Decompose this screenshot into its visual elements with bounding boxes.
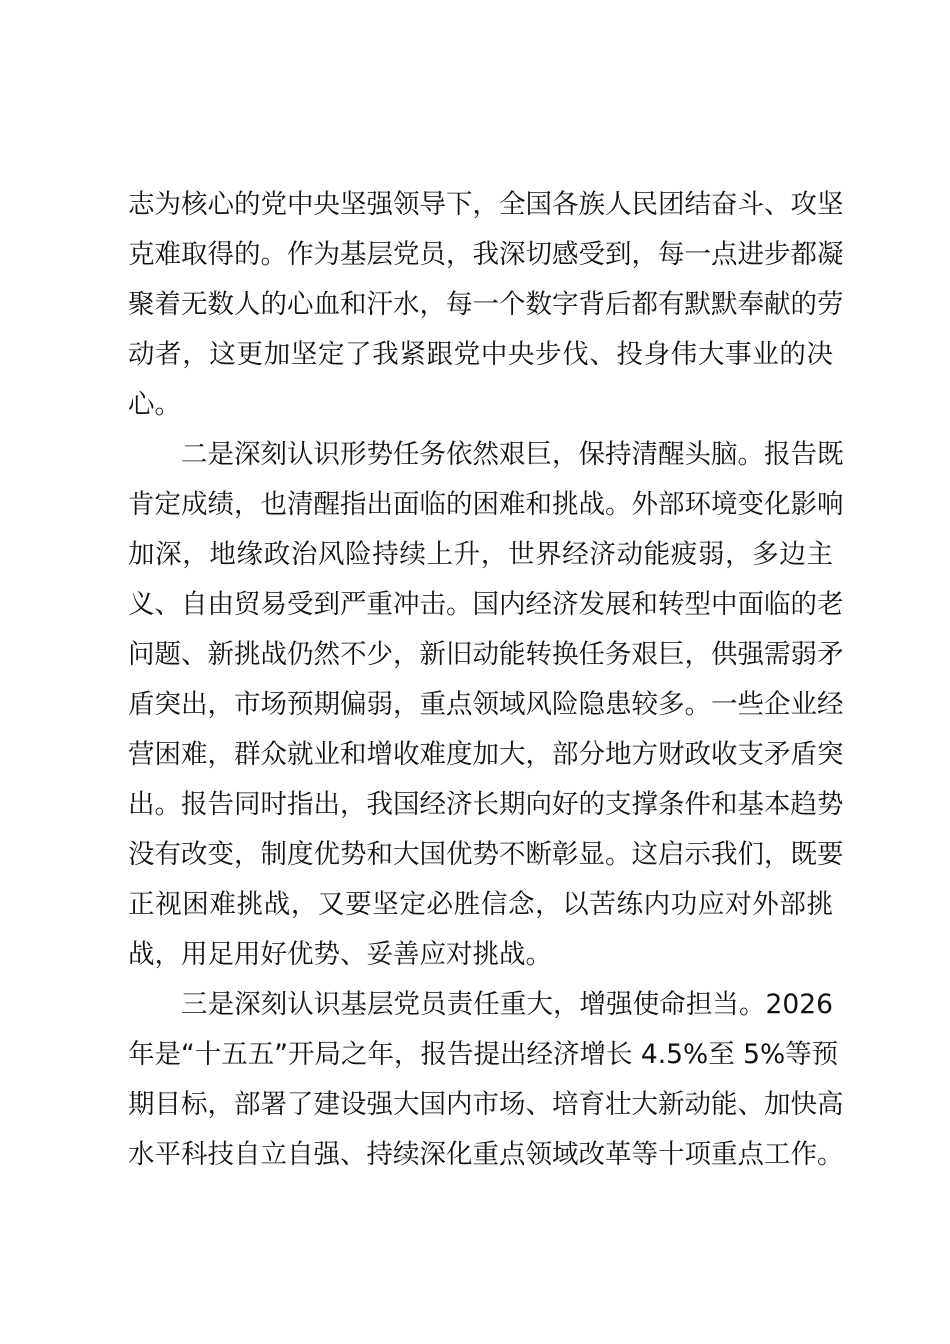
text-line: 动者，这更加坚定了我紧跟党中央步伐、投身伟大事业的决 bbox=[128, 339, 833, 370]
text-line: 战，用足用好优势、妥善应对挑战。 bbox=[128, 939, 552, 970]
text-line: 问题、新挑战仍然不少，新旧动能转换任务艰巨，供强需弱矛 bbox=[128, 639, 844, 670]
paragraph-3 bbox=[128, 980, 844, 1180]
text-line: 志为核心的党中央坚强领导下，全国各族人民团结奋斗、攻坚 bbox=[128, 189, 844, 220]
text-line: 心。 bbox=[128, 389, 181, 420]
text-line: 三是深刻认识基层党员责任重大，增强使命担当。2026 bbox=[181, 989, 833, 1020]
text-line: 加深，地缘政治风险持续上升，世界经济动能疲弱，多边主 bbox=[128, 539, 833, 570]
text-line: 期目标，部署了建设强大国内市场、培育壮大新动能、加快高 bbox=[128, 1089, 844, 1120]
document-page bbox=[128, 180, 844, 1180]
text-line: 营困难，群众就业和增收难度加大，部分地方财政收支矛盾突 bbox=[128, 739, 844, 770]
text-line: 义、自由贸易受到严重冲击。国内经济发展和转型中面临的老 bbox=[128, 589, 844, 620]
text-line: 聚着无数人的心血和汗水，每一个数字背后都有默默奉献的劳 bbox=[128, 289, 844, 320]
text-line: 二是深刻认识形势任务依然艰巨，保持清醒头脑。报告既 bbox=[181, 439, 844, 470]
text-line: 水平科技自立自强、持续深化重点领域改革等十项重点工作。 bbox=[128, 1139, 844, 1170]
text-line: 正视困难挑战，又要坚定必胜信念，以苦练内功应对外部挑 bbox=[128, 889, 833, 920]
text-line: 盾突出，市场预期偏弱，重点领域风险隐患较多。一些企业经 bbox=[128, 689, 844, 720]
text-line: 出。报告同时指出，我国经济长期向好的支撑条件和基本趋势 bbox=[128, 789, 844, 820]
text-line: 年是“十五五”开局之年，报告提出经济增长 4.5%至 5%等预 bbox=[128, 1039, 839, 1070]
paragraph-2 bbox=[128, 430, 844, 980]
text-line: 没有改变，制度优势和大国优势不断彰显。这启示我们，既要 bbox=[128, 839, 844, 870]
text-line: 克难取得的。作为基层党员，我深切感受到，每一点进步都凝 bbox=[128, 239, 844, 270]
paragraph-1 bbox=[128, 180, 844, 430]
text-line: 肯定成绩，也清醒指出面临的困难和挑战。外部环境变化影响 bbox=[128, 489, 844, 520]
